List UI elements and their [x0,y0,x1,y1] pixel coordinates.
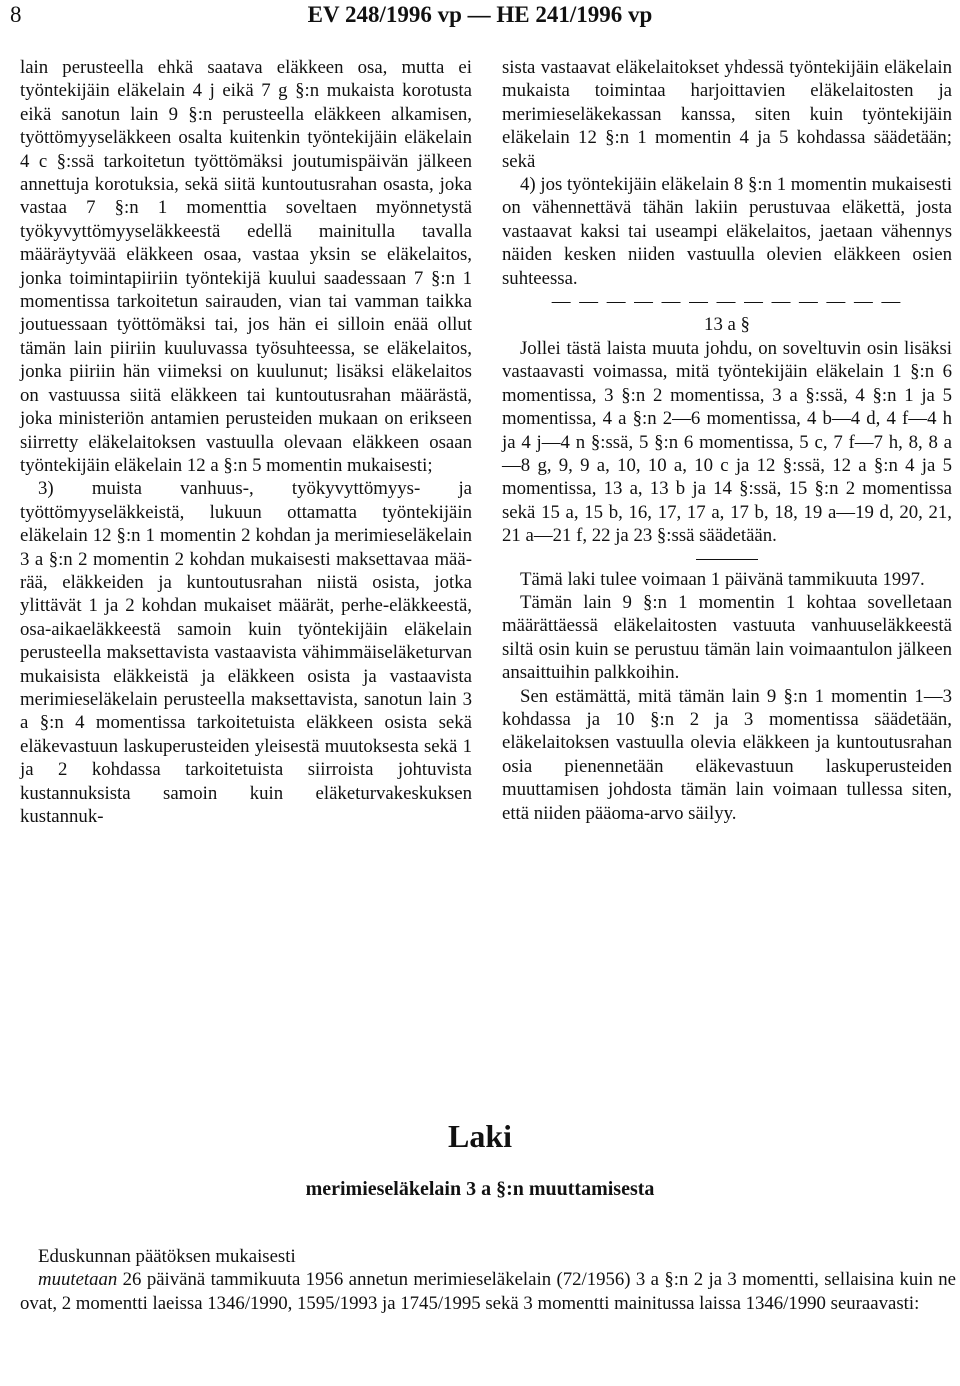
omission-dashes: — — — — — — — — — — — — — [551,291,903,313]
page-header [0,0,960,30]
paragraph: Jollei tästä laista muuta johdu, on soveltuvin osin lisäksi vastaavasti voimassa, mitä työntekijäin eläkelain 1 §:n 6 momentissa, 3 §:n 2 momentissa, 3 a §:ssä, 4 §:n 1 ja 5 momentissa, 4 a §:n 2—6 momentissa, 4 b—4 d, 4 f—4 h ja 4 j—4 n §:ssä, 5 §:n 6 momentissa, 5 c, 7 f—7 h, 8, 8 a—8 g, 9, 9 a, 10, 10 a, 10 c ja 12 §:ssä, 12 a §:n 4 ja 5 momentissa, 13 a, 13 b ja 14 §:ssä, 15 §:n 2 momentissa sekä 15 a, 15 b, 16, 17, 17 a, 17 b, 18, 19 a—19 d, 20, 21, 21 a—21 f, 22 ja 23 §:ssä säädetään. [502,337,952,547]
amend-text: 26 päivänä tammikuuta 1956 annetun merimieseläkelain (72/1956) 3 a §:n 2 ja 3 momentti, sellaisina kuin ne ovat, 2 momentti laeissa 1346/1990, 1595/1993 ja 1745/1995 sekä 3 momentti mainitussa laissa 1346/1990 seuraavasti: [20,1269,956,1314]
paragraph: sista vastaavat eläkelaitokset yhdessä työntekijäin eläkelain mukaista toimintaa harjoittavien eläkelaitosten ja merimieseläkekassan kanssa, siten kuin työntekijäin eläkelain 12 §:n 1 momentin 4 ja 5 kohdassa säädetään; sekä [502,57,952,172]
paragraph: 4) jos työntekijäin eläkelain 8 §:n 1 momentin mukaisesti on vähennettävä tähän lakiin perustuvaa eläkettä, josta vastaavat kaksi tai useampi eläkelaitos, jaetaan vähennys näiden kesken niiden vastuulla olevien eläkkeen osien suhteessa. [502,174,952,289]
enactment-clause [20,1245,956,1315]
right-column [502,56,952,825]
running-head: EV 248/1996 vp — HE 241/1996 vp [307,2,653,27]
section-heading: 13 a § [704,314,750,336]
paragraph: Tämä laki tulee voimaan 1 päivänä tammikuuta 1997. [520,568,925,590]
paragraph: 3) muista vanhuus-, työkyvyttömyys- ja työttömyyseläkkeistä, lukuun ottamatta työntekijäin eläkelain 12 §:n 1 momentin 2 kohdan ja merimieseläkelain 3 a §:n 2 momentin 2 kohdan mukaisesti maksettavaa määrää, eläkkeiden ja kuntoutusrahan niistä osista, jotka ylittävät 1 ja 2 kohdan mukaiset määrät, perhe-eläkkeestä, osa-aikaeläkkeestä samoin kuin työntekijäin eläkelain perusteella maksettavista vastaavista vähimmäiseläketurvan mukaisista eläkkeistä ja eläkkeen osista ja vastaavista merimieseläkelain perusteella maksettavista, sanotun lain 3 a §:n 4 momentissa tarkoitetuista eläkkeen osista sekä eläkevastuun laskuperusteiden yleisestä muutoksesta sekä 1 ja 2 kohdassa tarkoitetuista siirroista johtuvista kustannuksista samoin kuin eläketurvakeskuksen kustannuk- [20,478,472,827]
divider [696,559,758,560]
page-number: 8 [10,2,22,27]
paragraph: Sen estämättä, mitä tämän lain 9 §:n 1 momentin 1—3 kohdassa ja 10 §:n 2 ja 3 momentissa säädetään, eläkelaitoksen vastuulla olevia eläkkeen ja kuntoutusrahan osia pienennetään eläkevastuun laskuperusteiden muuttamisen johdosta tämän lain voimaan tullessa siten, että niiden pääoma-arvo säilyy. [502,685,952,824]
left-column [20,56,472,828]
law-subtitle: merimieseläkelain 3 a §:n muuttamisesta [305,1178,655,1200]
law-title: Laki [447,1118,513,1154]
enactment-line: Eduskunnan päätöksen mukaisesti [38,1246,296,1267]
enactment-paragraph [20,1268,956,1315]
paragraph: lain perusteella ehkä saatava eläkkeen osa, mutta ei työntekijäin eläkelain 4 j eikä 7 g §:n mukaista korotusta eikä sanotun lain 9 §:n perusteella eläkkeen alkamisen, työttömyyseläkkeen osalta kuitenkin työntekijäin eläkelain 4 c §:ssä tarkoitetun työttömäksi joutumispäivän jälkeen annettuja korotuksia, sekä siitä kuntoutusrahan osasta, joka vastaa 7 §:n 1 momenttia soveltaen myönnetystä työkyvyttömyyseläkkeestä edellä mainitulla tavalla määräytyvää eläkkeen osaa, vastaa yksin se eläkelaitos, jonka toimintapiiriin työntekijä kuului saadessaan 7 §:n 1 momentissa tarkoitetun sairauden, vian tai vamman taikka joutuessaan työttömäksi tai, jos hän ei silloin enää ollut tämän lain piiriin kuuluvassa työsuhteessa, se eläkelaitos, jonka piiriin hän viimeksi on kuulunut; lisäksi eläkelaitos on vastuussa siitä eläkkeen tai kuntoutusrahan määrästä, joka ministeriön antamien perusteiden mukaan on erikseen siirretty eläkelaitoksen vastuulla olevaan eläkkeen osaan työntekijäin eläkelain 12 a §:n 5 momentin mukaisesti; [20,57,472,476]
amend-word: muutetaan [38,1269,118,1291]
paragraph: Tämän lain 9 §:n 1 momentin 1 kohtaa sovelletaan määrättäessä eläkelaitosten vastuuta vanhuuseläkkeestä siltä osin kuin se perustuu tämän lain voimaantulon jälkeen ansaittuihin palkkoihin. [502,591,952,684]
